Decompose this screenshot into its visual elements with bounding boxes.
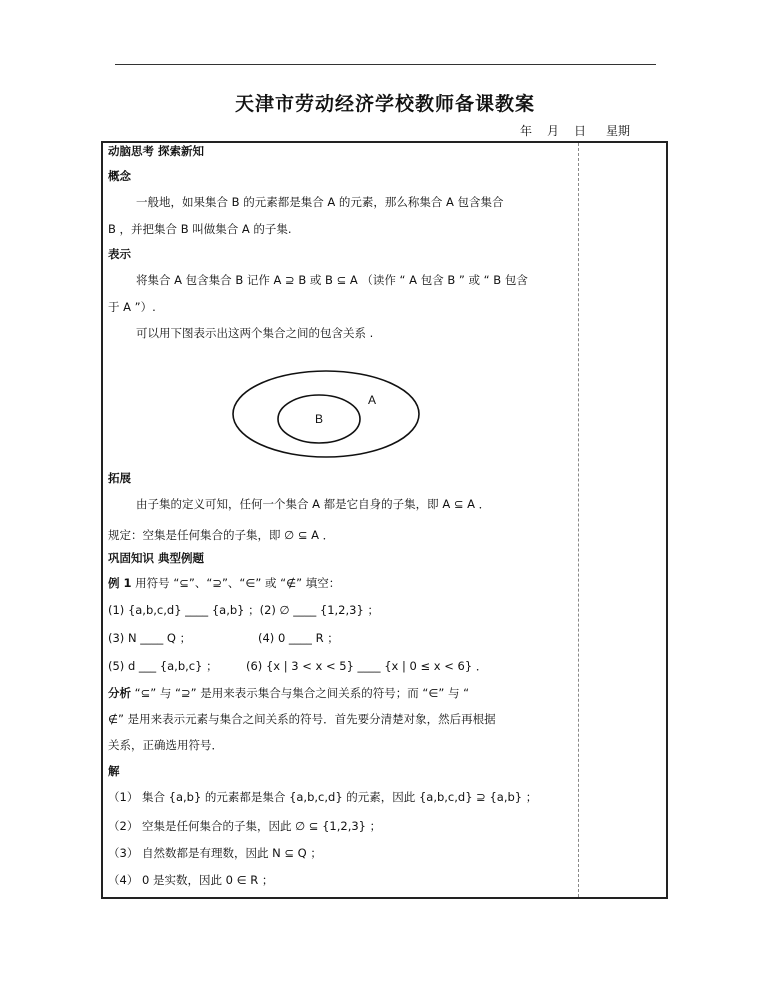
page-title: 天津市劳动经济学校教师备课教案 bbox=[234, 93, 535, 115]
header-rule bbox=[115, 64, 656, 65]
solution-step-1: （1） 集合 {a,b} 的元素都是集合 {a,b,c,d} 的元素，因此 {a,b,c,d} ⊇ {a,b} ； bbox=[108, 790, 538, 804]
set-a-ellipse bbox=[233, 371, 419, 457]
solution-step-2: （2） 空集是任何集合的子集，因此 ∅ ⊆ {1,2,3} ； bbox=[108, 819, 382, 833]
weekday-label: 星期 bbox=[606, 124, 631, 138]
example-1-row-1: (1) {a,b,c,d} ____ {a,b} ；(2) ∅ ____ {1,2,3} ； bbox=[108, 603, 379, 617]
solution-step-4: （4） 0 是实数，因此 0 ∈ R ； bbox=[108, 873, 274, 887]
set-a-label: A bbox=[368, 393, 377, 407]
venn-diagram bbox=[230, 368, 422, 460]
solution-step-3: （3） 自然数都是有理数，因此 N ⊆ Q ； bbox=[108, 846, 322, 860]
section-heading-examples: 巩固知识 典型例题 bbox=[108, 551, 205, 565]
day-label: 日 bbox=[574, 124, 587, 138]
extension-line-1: 由子集的定义可知，任何一个集合 A 都是它自身的子集，即 A ⊆ A ． bbox=[136, 497, 491, 511]
notation-line-1: 将集合 A 包含集合 B 记作 A ⊇ B 或 B ⊆ A （读作 “ A 包含 B ” 或 “ B 包含 bbox=[136, 273, 528, 287]
analysis-label: 分析 bbox=[108, 686, 131, 700]
month-label: 月 bbox=[547, 124, 560, 138]
empty-set-rule: 规定：空集是任何集合的子集，即 ∅ ⊆ A ． bbox=[108, 528, 335, 542]
analysis-line-3: 关系，正确选用符号． bbox=[108, 738, 223, 752]
extension-heading: 拓展 bbox=[108, 471, 131, 485]
solution-label: 解 bbox=[108, 764, 120, 778]
notation-line-2: 于 A ”）. bbox=[108, 300, 156, 314]
example-1-item-3: (3) N ____ Q ； bbox=[108, 631, 192, 645]
year-label: 年 bbox=[520, 124, 533, 138]
notation-heading: 表示 bbox=[108, 247, 131, 261]
section-heading-think: 动脑思考 探索新知 bbox=[108, 144, 205, 158]
notation-line-3: 可以用下图表示出这两个集合之间的包含关系 . bbox=[136, 326, 374, 340]
example-1-item-6: (6) {x | 3 < x < 5} ____ {x | 0 ≤ x < 6} ． bbox=[246, 659, 488, 673]
example-1-prompt-line bbox=[108, 575, 340, 591]
concept-line-1: 一般地，如果集合 B 的元素都是集合 A 的元素，那么称集合 A 包含集合 bbox=[136, 195, 504, 209]
example-1-prompt: 用符号 “⊆”、“⊇”、“∈” 或 “∉” 填空： bbox=[135, 576, 341, 590]
concept-line-2: B ，并把集合 B 叫做集合 A 的子集. bbox=[108, 222, 292, 236]
example-1-label: 例 1 bbox=[108, 576, 132, 590]
concept-heading: 概念 bbox=[108, 169, 131, 183]
example-1-item-4: (4) 0 ____ R ； bbox=[258, 631, 339, 645]
table-column-divider bbox=[578, 143, 579, 897]
analysis-line-1: “⊆” 与 “⊇” 是用来表示集合与集合之间关系的符号；而 “∈” 与 “ bbox=[134, 686, 470, 700]
lesson-table bbox=[101, 141, 668, 899]
analysis-line-1-wrap bbox=[108, 685, 469, 701]
set-b-label: B bbox=[314, 412, 324, 426]
analysis-line-2: ∉” 是用来表示元素与集合之间关系的符号．首先要分清楚对象，然后再根据 bbox=[108, 712, 496, 726]
example-1-item-5: (5) d ___ {a,b,c} ； bbox=[108, 659, 218, 673]
